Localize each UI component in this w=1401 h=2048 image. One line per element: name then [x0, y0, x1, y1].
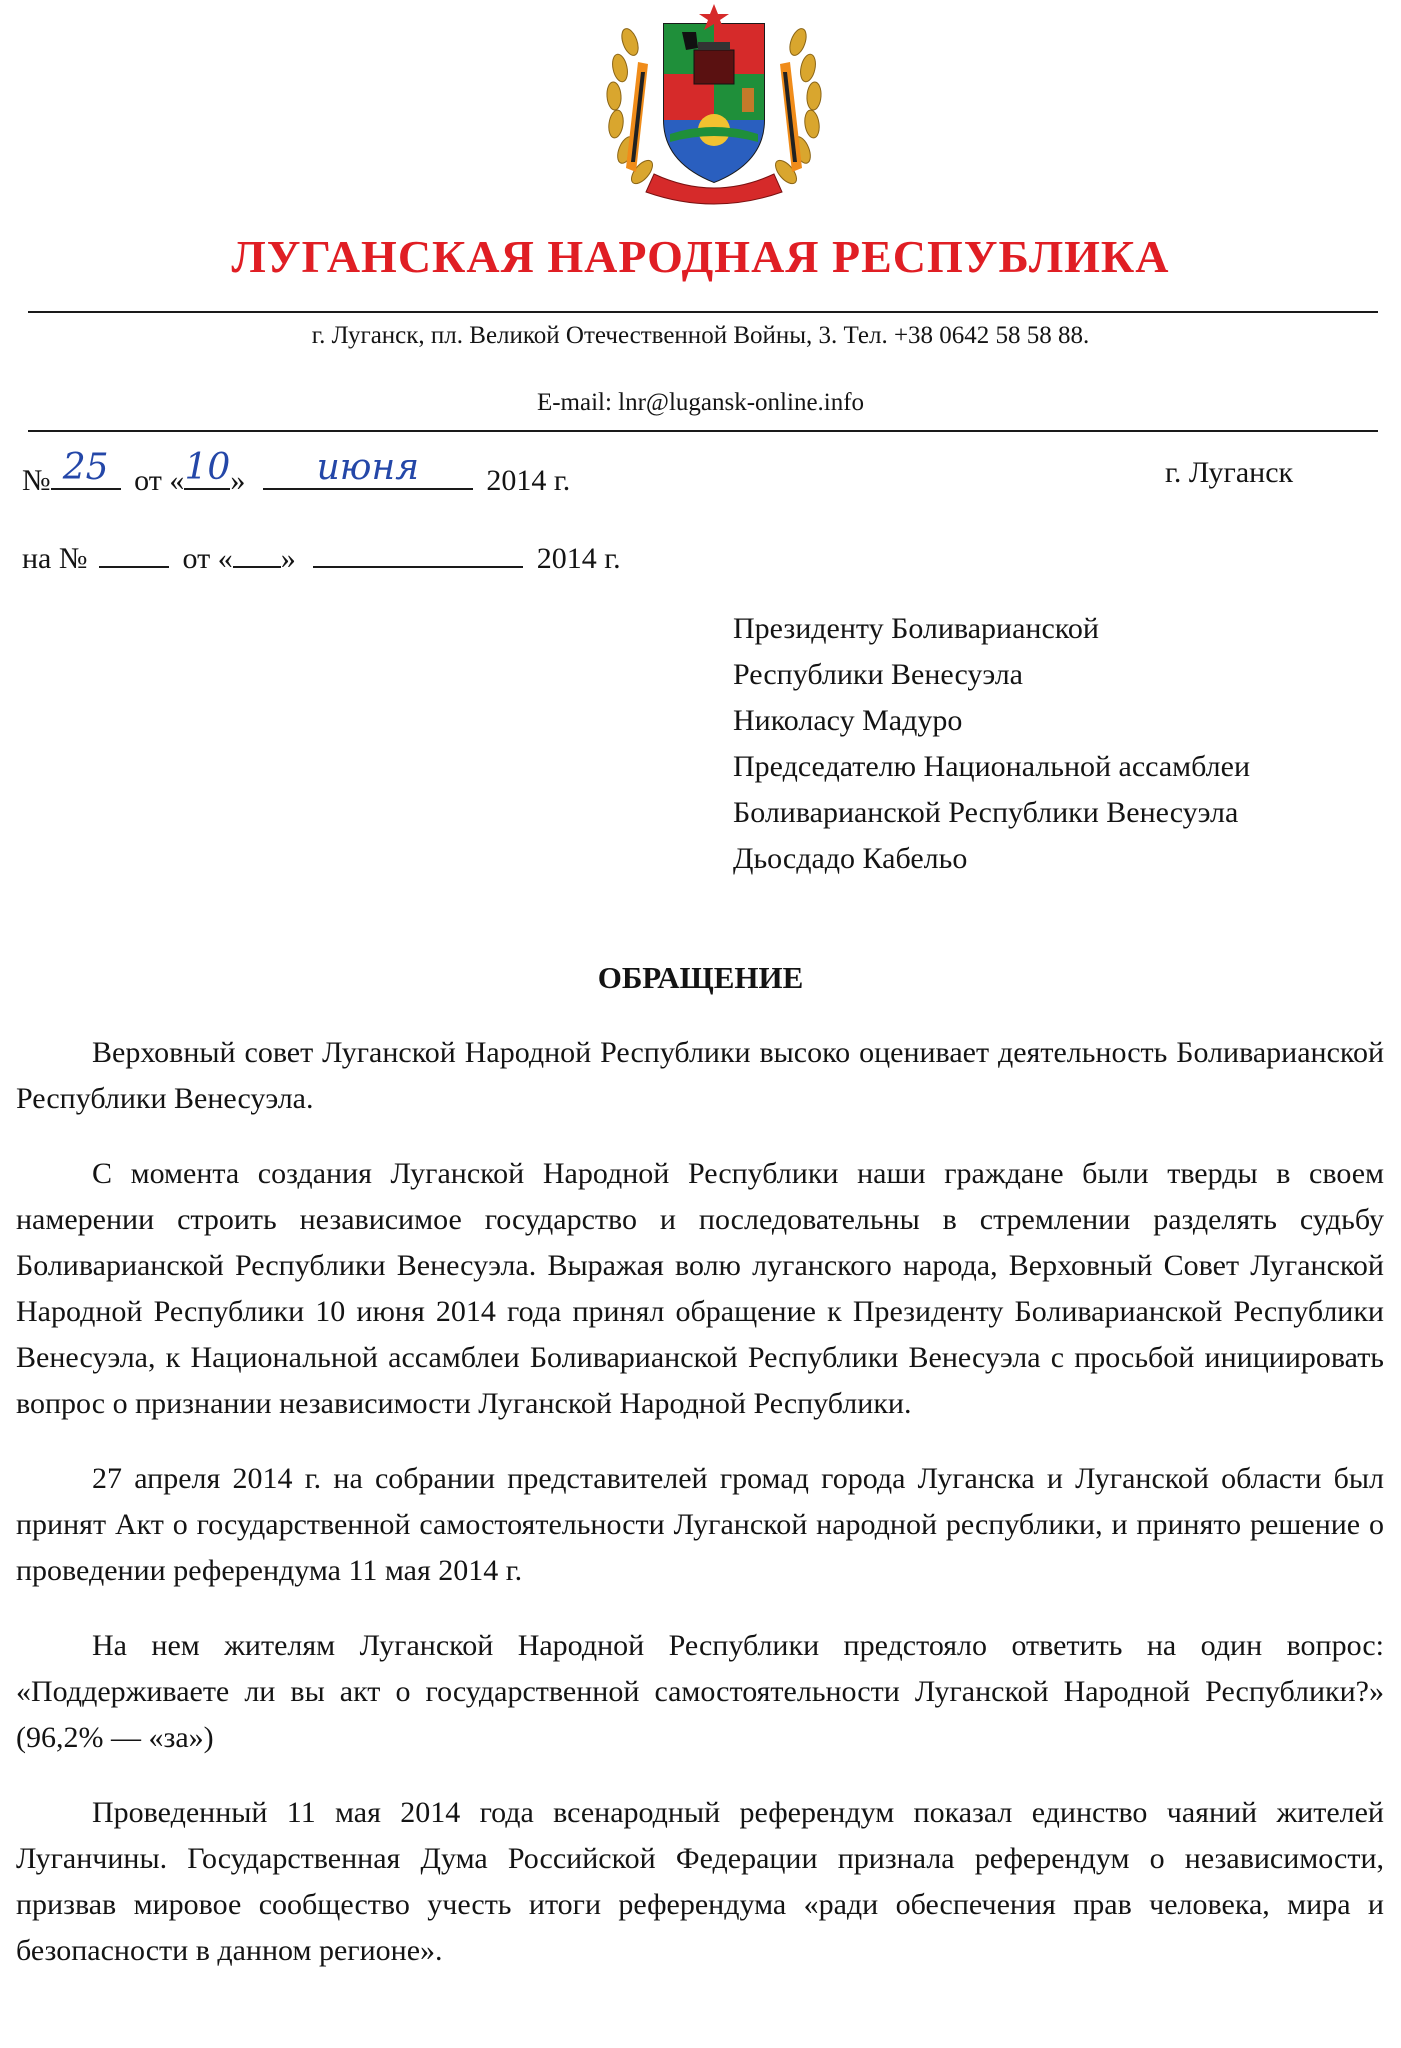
body-paragraph: Верховный совет Луганской Народной Республики высоко оценивает деятельность Боливарианской Республики Венесуэла. [16, 1036, 1384, 1115]
handwritten-day: 10 [184, 447, 231, 488]
outgoing-reference [22, 447, 571, 497]
day-blank [184, 447, 231, 490]
reply-day-blank [233, 536, 281, 568]
reply-day-close-quote: » [280, 542, 296, 575]
addressee-line: Президенту Боливарианской [733, 612, 1099, 645]
document-body [16, 1030, 1384, 2003]
addressee-line: Председателю Национальной ассамблеи [733, 750, 1251, 783]
body-paragraph: С момента создания Луганской Народной Республики наши граждане были тверды в своем намерении строить независимое государство и последовательны в стремлении разделять судьбу Боливарианской Республики Венесуэла. Выражая волю луганского народа, Верховный Совет Луганской Народной Республики 10 июня 2014 года принял обращение к Президенту Боливарианской Республики Венесуэла, к Национальной ассамблеи Боливарианской Республики Венесуэла с просьбой инициировать вопрос о признании независимости Луганской Народной Республики. [16, 1157, 1384, 1420]
org-address: г. Луганск, пл. Великой Отечественной Войны, 3. Тел. +38 0642 58 58 88. [311, 322, 1090, 349]
body-paragraph: 27 апреля 2014 г. на собрании представителей громад города Луганска и Луганской области был принят Акт о государственной самостоятельности Луганской народной республики, и принято решение о проведении референдума 11 мая 2014 г. [16, 1462, 1384, 1587]
reference-year: 2014 г. [486, 464, 571, 497]
addressee-line: Боливарианской Республики Венесуэла [733, 796, 1239, 829]
number-blank [51, 447, 121, 490]
reply-prefix: на № [22, 542, 88, 575]
addressee-block [733, 606, 1250, 882]
number-prefix: № [22, 464, 51, 497]
document-title: ОБРАЩЕНИЕ [597, 960, 804, 995]
addressee-line: Дьосдадо Кабельо [733, 842, 968, 875]
reply-month-blank [313, 536, 523, 568]
incoming-reference [22, 536, 621, 574]
day-close-quote: » [230, 464, 246, 497]
addressee-line: Республики Венесуэла [733, 658, 1023, 691]
month-blank [263, 447, 473, 490]
issuing-city: г. Луганск [1165, 456, 1294, 489]
body-paragraph: На нем жителям Луганской Народной Республики предстояло ответить на один вопрос: «Поддерживаете ли вы акт о государственной самостоятельности Луганской Народной Республики?» (96,2% — «за») [16, 1629, 1384, 1754]
header-divider-top [28, 311, 1378, 313]
coat-of-arms-emblem [586, 2, 842, 212]
org-email: E-mail: lnr@lugansk-online.info [536, 389, 865, 416]
shield [664, 24, 764, 182]
reply-year: 2014 г. [536, 542, 621, 575]
organization-title: ЛУГАНСКАЯ НАРОДНАЯ РЕСПУБЛИКА [231, 231, 1170, 282]
reply-number-blank [99, 536, 169, 568]
handwritten-month: июня [316, 447, 420, 488]
handwritten-number: 25 [62, 447, 109, 488]
from-label: от « [134, 464, 185, 497]
header-divider-bottom [28, 430, 1378, 432]
addressee-line: Николасу Мадуро [733, 704, 963, 737]
reply-from-label: от « [182, 542, 233, 575]
body-paragraph: Проведенный 11 мая 2014 года всенародный референдум показал единство чаяний жителей Луганчины. Государственная Дума Российской Федерации признала референдум о независимости, призвав мировое сообщество учесть итоги референдума «ради обеспечения прав человека, мира и безопасности в данном регионе». [16, 1796, 1384, 1967]
